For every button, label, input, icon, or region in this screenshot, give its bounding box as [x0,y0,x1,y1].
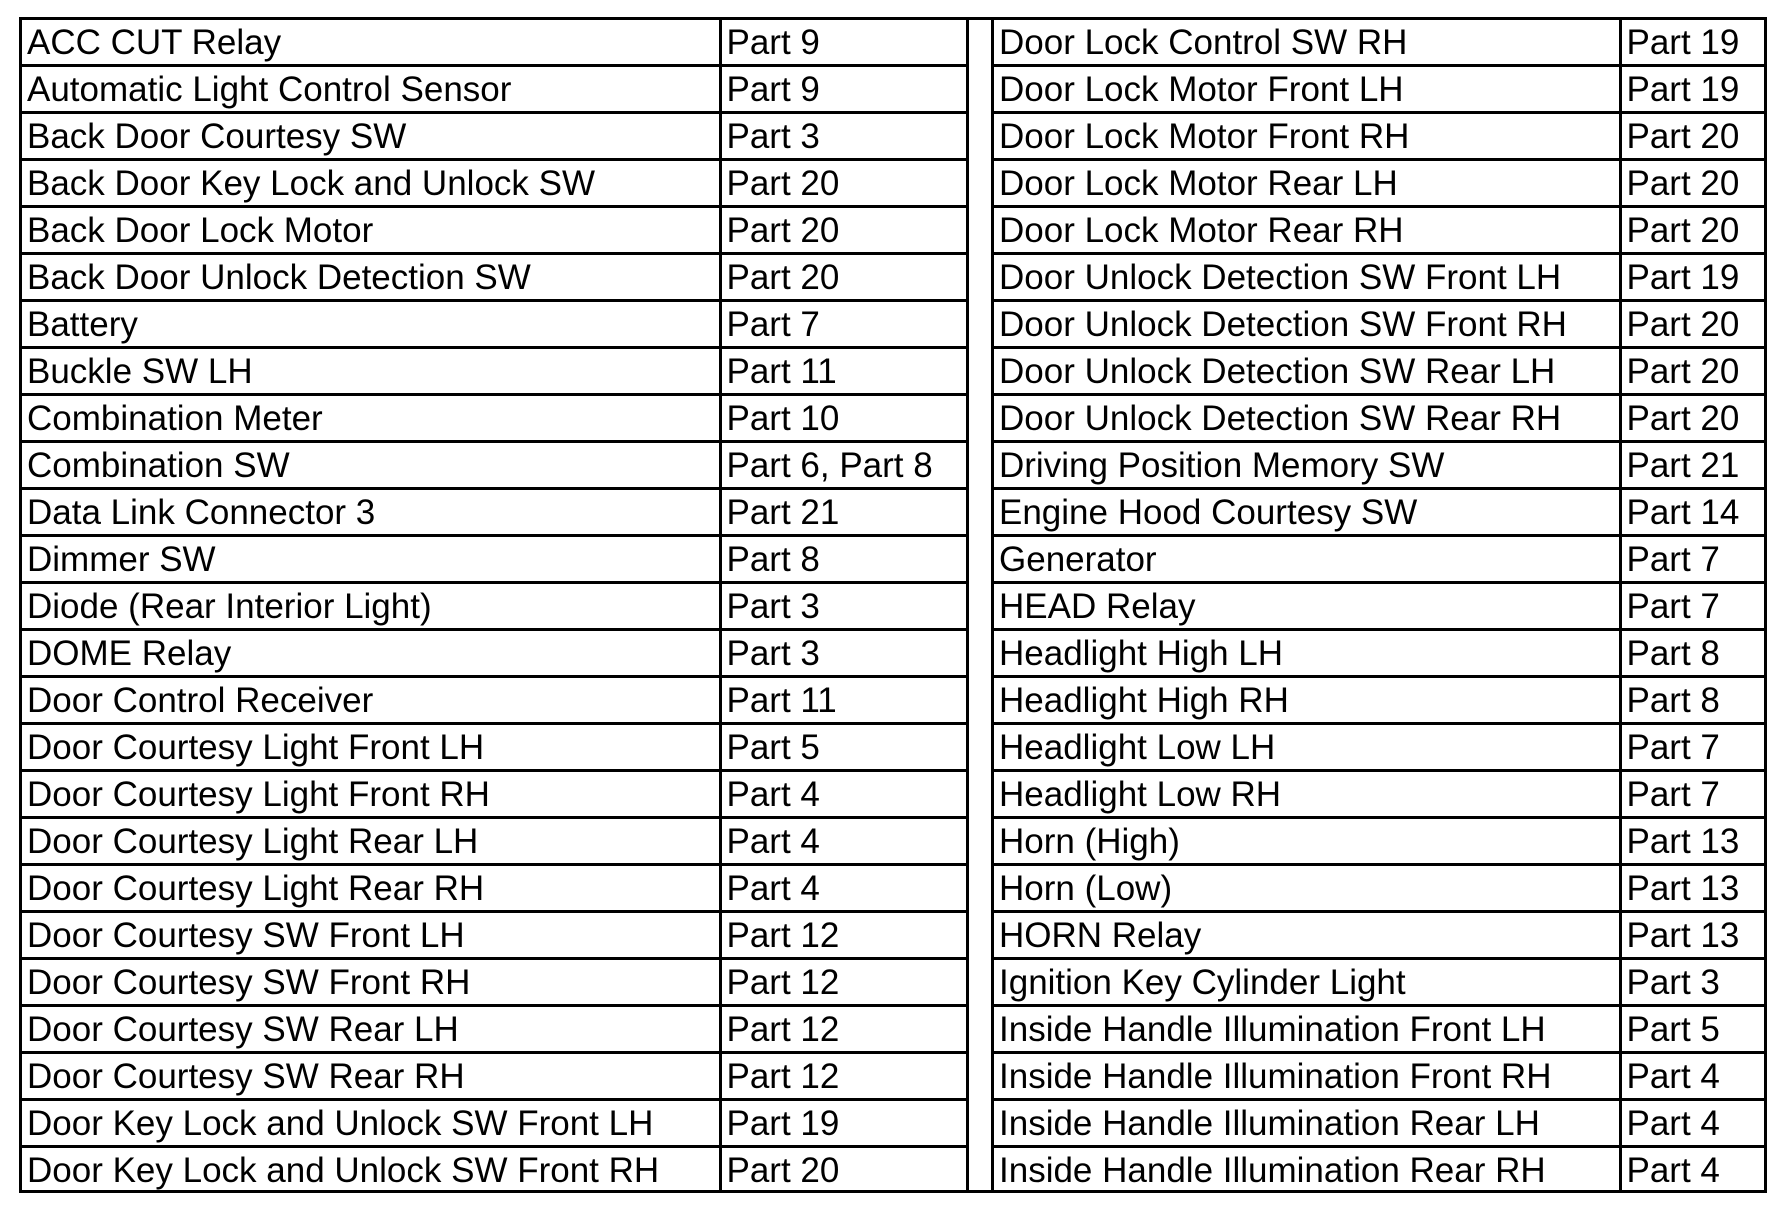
table-row [994,959,1764,1006]
left-index-panel [22,20,966,1192]
component-name-cell: ACC CUT Relay [22,20,720,66]
part-reference-cell: Part 4 [720,818,966,865]
table-row [994,1053,1764,1100]
part-reference-cell: Part 3 [720,583,966,630]
part-reference-cell: Part 14 [1620,489,1764,536]
component-name-cell: Door Courtesy Light Front LH [22,724,720,771]
table-row [22,301,966,348]
table-row [994,442,1764,489]
component-name-cell: Door Lock Motor Front RH [994,113,1620,160]
right-index-panel [994,20,1764,1192]
table-row [994,20,1764,66]
part-reference-cell: Part 20 [1620,395,1764,442]
part-reference-cell: Part 5 [720,724,966,771]
part-reference-cell: Part 20 [1620,301,1764,348]
component-name-cell: Headlight High LH [994,630,1620,677]
component-name-cell: Back Door Lock Motor [22,207,720,254]
component-name-cell: Ignition Key Cylinder Light [994,959,1620,1006]
right-index-body [994,20,1764,1192]
table-row [994,771,1764,818]
component-name-cell: Buckle SW LH [22,348,720,395]
part-reference-cell: Part 7 [1620,536,1764,583]
component-name-cell: Combination SW [22,442,720,489]
part-reference-cell: Part 13 [1620,818,1764,865]
part-reference-cell: Part 20 [1620,348,1764,395]
part-reference-cell: Part 12 [720,959,966,1006]
part-reference-cell: Part 19 [1620,66,1764,113]
table-row [22,160,966,207]
component-name-cell: Door Unlock Detection SW Front RH [994,301,1620,348]
component-index-table [19,17,1767,1193]
part-reference-cell: Part 6, Part 8 [720,442,966,489]
component-name-cell: Door Key Lock and Unlock SW Front RH [22,1147,720,1193]
part-reference-cell: Part 5 [1620,1006,1764,1053]
table-row [994,207,1764,254]
part-reference-cell: Part 11 [720,677,966,724]
part-reference-cell: Part 20 [1620,207,1764,254]
component-name-cell: Door Courtesy SW Rear LH [22,1006,720,1053]
component-name-cell: Door Control Receiver [22,677,720,724]
component-name-cell: Engine Hood Courtesy SW [994,489,1620,536]
component-name-cell: Back Door Unlock Detection SW [22,254,720,301]
component-name-cell: Door Courtesy Light Rear LH [22,818,720,865]
table-row [994,865,1764,912]
component-name-cell: Data Link Connector 3 [22,489,720,536]
left-index-body [22,20,966,1192]
component-name-cell: Door Lock Motor Rear LH [994,160,1620,207]
part-reference-cell: Part 4 [720,865,966,912]
part-reference-cell: Part 12 [720,1006,966,1053]
table-row [22,536,966,583]
table-row [22,1053,966,1100]
component-name-cell: Door Courtesy SW Front RH [22,959,720,1006]
table-row [22,771,966,818]
table-row [994,348,1764,395]
table-row [22,254,966,301]
component-name-cell: Door Lock Motor Rear RH [994,207,1620,254]
component-name-cell: Inside Handle Illumination Rear RH [994,1147,1620,1193]
component-name-cell: Dimmer SW [22,536,720,583]
part-reference-cell: Part 12 [720,1053,966,1100]
part-reference-cell: Part 20 [1620,160,1764,207]
component-name-cell: HEAD Relay [994,583,1620,630]
component-name-cell: Headlight Low RH [994,771,1620,818]
part-reference-cell: Part 3 [1620,959,1764,1006]
part-reference-cell: Part 13 [1620,912,1764,959]
table-row [994,301,1764,348]
table-row [994,1100,1764,1147]
component-name-cell: Horn (Low) [994,865,1620,912]
table-row [22,818,966,865]
part-reference-cell: Part 20 [1620,113,1764,160]
component-name-cell: Door Key Lock and Unlock SW Front LH [22,1100,720,1147]
component-name-cell: Door Unlock Detection SW Rear LH [994,348,1620,395]
table-row [994,395,1764,442]
component-name-cell: HORN Relay [994,912,1620,959]
component-name-cell: Generator [994,536,1620,583]
part-reference-cell: Part 8 [720,536,966,583]
table-row [22,20,966,66]
table-row [22,113,966,160]
table-row [22,912,966,959]
table-row [994,66,1764,113]
component-name-cell: Headlight High RH [994,677,1620,724]
part-reference-cell: Part 7 [720,301,966,348]
table-row [22,348,966,395]
table-row [994,724,1764,771]
part-reference-cell: Part 13 [1620,865,1764,912]
table-row [22,207,966,254]
part-reference-cell: Part 10 [720,395,966,442]
component-name-cell: Automatic Light Control Sensor [22,66,720,113]
component-name-cell: Inside Handle Illumination Front RH [994,1053,1620,1100]
part-reference-cell: Part 20 [720,254,966,301]
component-name-cell: Door Unlock Detection SW Rear RH [994,395,1620,442]
table-row [994,254,1764,301]
table-row [22,724,966,771]
part-reference-cell: Part 4 [1620,1053,1764,1100]
component-name-cell: Headlight Low LH [994,724,1620,771]
table-row [994,1006,1764,1053]
part-reference-cell: Part 19 [1620,254,1764,301]
component-name-cell: Combination Meter [22,395,720,442]
table-row [22,630,966,677]
table-row [994,489,1764,536]
column-divider [966,20,994,1190]
part-reference-cell: Part 4 [1626,1150,1720,1190]
table-row [994,818,1764,865]
part-reference-cell: Part 20 [726,1150,840,1190]
table-row [994,160,1764,207]
component-name-cell: Door Courtesy Light Front RH [22,771,720,818]
component-name-cell: Back Door Key Lock and Unlock SW [22,160,720,207]
component-name-cell: Door Unlock Detection SW Front LH [994,254,1620,301]
component-name-cell: Diode (Rear Interior Light) [22,583,720,630]
table-row [994,630,1764,677]
table-row [994,1147,1764,1193]
part-reference-cell: Part 9 [720,66,966,113]
table-row [22,677,966,724]
component-name-cell: Door Courtesy SW Front LH [22,912,720,959]
part-reference-cell: Part 20 [720,207,966,254]
table-row [22,1147,966,1193]
table-row [22,442,966,489]
table-row [22,959,966,1006]
table-row [22,865,966,912]
part-reference-cell: Part 8 [1620,630,1764,677]
part-reference-cell: Part 19 [720,1100,966,1147]
component-name-cell: Battery [22,301,720,348]
part-reference-cell: Part 4 [1620,1100,1764,1147]
part-reference-cell: Part 7 [1620,583,1764,630]
part-reference-cell: Part 7 [1620,724,1764,771]
part-reference-cell: Part 9 [720,20,966,66]
part-reference-cell: Part 20 [720,160,966,207]
table-row [22,489,966,536]
component-name-cell: Door Lock Control SW RH [994,20,1620,66]
table-row [22,395,966,442]
part-reference-cell: Part 12 [720,912,966,959]
part-reference-cell: Part 11 [720,348,966,395]
component-name-cell: Door Lock Motor Front LH [994,66,1620,113]
table-row [994,536,1764,583]
table-row [994,912,1764,959]
part-reference-cell: Part 4 [720,771,966,818]
table-row [994,677,1764,724]
table-row [994,113,1764,160]
part-reference-cell: Part 8 [1620,677,1764,724]
table-row [994,583,1764,630]
part-reference-cell: Part 19 [1620,20,1764,66]
table-row [22,583,966,630]
component-name-cell: Inside Handle Illumination Rear LH [994,1100,1620,1147]
table-row [22,66,966,113]
component-name-cell: Inside Handle Illumination Front LH [994,1006,1620,1053]
component-name-cell: Driving Position Memory SW [994,442,1620,489]
part-reference-cell: Part 3 [720,113,966,160]
part-reference-cell: Part 3 [720,630,966,677]
part-reference-cell: Part 7 [1620,771,1764,818]
part-reference-cell: Part 21 [1620,442,1764,489]
component-name-cell: Door Courtesy SW Rear RH [22,1053,720,1100]
component-name-cell: Horn (High) [994,818,1620,865]
component-name-cell: Back Door Courtesy SW [22,113,720,160]
component-name-cell: Door Courtesy Light Rear RH [22,865,720,912]
table-row [22,1100,966,1147]
table-row [22,1006,966,1053]
component-name-cell: DOME Relay [22,630,720,677]
part-reference-cell: Part 21 [720,489,966,536]
